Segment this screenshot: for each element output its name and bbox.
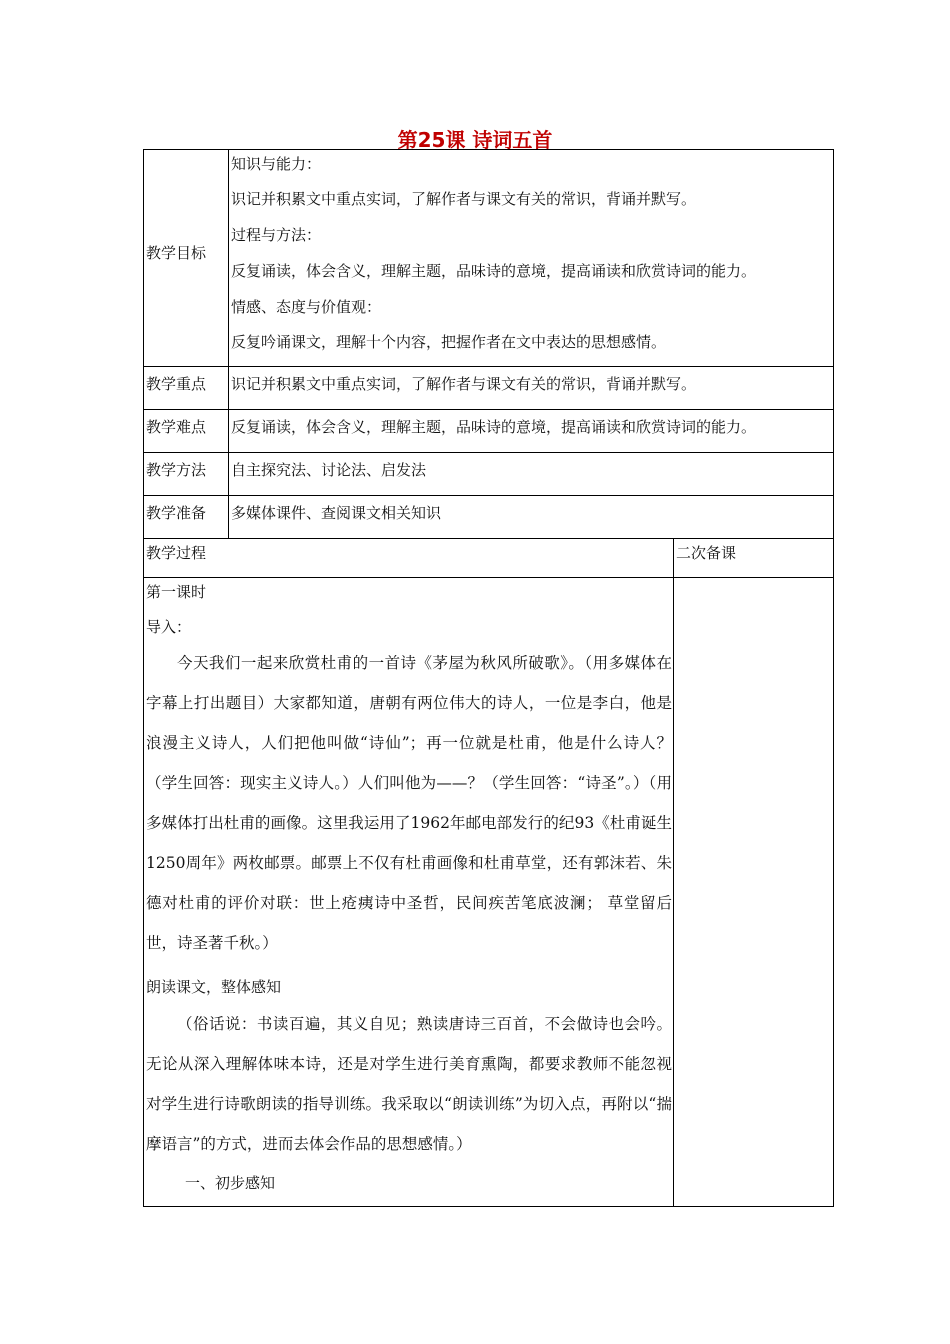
process-header: 教学过程 <box>146 544 207 562</box>
preparation-label: 教学准备 <box>146 504 207 522</box>
reading-paragraph: （俗话说：书读百遍，其义自见；熟读唐诗三百首，不会做诗也会吟。无论从深入理解体味本诗，还是对学生进行美育熏陶，都要求教师不能忽视对学生进行诗歌朗读的指导训练。我采取以“朗读训练”为切入点，再附以“揣摩语言”的方式，进而去体会作品的思想感情。） <box>146 1015 672 1153</box>
key-points-label: 教学重点 <box>146 375 207 393</box>
objective-line: 过程与方法： <box>231 226 322 244</box>
preparation-value: 多媒体课件、查阅课文相关知识 <box>231 504 442 522</box>
objective-line: 情感、态度与价值观： <box>231 298 382 316</box>
intro-paragraph: 今天我们一起来欣赏杜甫的一首诗《茅屋为秋风所破歌》。（用多媒体在字幕上打出题目）大家都知道，唐朝有两位伟大的诗人，一位是李白，他是浪漫主义诗人，人们把他叫做“诗仙”；再一位就是杜甫，他是什么诗人？（学生回答：现实主义诗人。）人们叫他为——？（学生回答：“诗圣”。）（用多媒体打出杜甫的画像。这里我运用了1962年邮电部发行的纪93《杜甫诞生1250周年》两枚邮票。邮票上不仅有杜甫画像和杜甫草堂，还有郭沫若、朱德对杜甫的评价对联：世上疮痍诗中圣哲，民间疾苦笔底波澜； 草堂留后世，诗圣著千秋。） <box>146 654 672 952</box>
difficulties-value: 反复诵读，体会含义，理解主题，品味诗的意境，提高诵读和欣赏诗词的能力。 <box>231 418 757 436</box>
objectives-label: 教学目标 <box>146 244 207 262</box>
difficulties-label: 教学难点 <box>146 418 207 436</box>
methods-label: 教学方法 <box>146 461 207 479</box>
methods-value: 自主探究法、讨论法、启发法 <box>231 461 427 479</box>
page-title: 第25课 诗词五首 <box>397 128 553 152</box>
intro-label: 导入： <box>146 618 192 636</box>
key-points-value: 识记并积累文中重点实词，了解作者与课文有关的常识，背诵并默写。 <box>231 375 697 393</box>
second-prep-header: 二次备课 <box>676 544 737 562</box>
objective-line: 反复诵读，体会含义，理解主题，品味诗的意境，提高诵读和欣赏诗词的能力。 <box>231 262 757 280</box>
objective-line: 反复吟诵课文，理解十个内容，把握作者在文中表达的思想感情。 <box>231 333 667 351</box>
objective-line: 识记并积累文中重点实词，了解作者与课文有关的常识，背诵并默写。 <box>231 190 697 208</box>
reading-label: 朗读课文，整体感知 <box>146 978 282 996</box>
lesson-label: 第一课时 <box>146 583 207 601</box>
step-one: 一、初步感知 <box>185 1174 276 1192</box>
objective-line: 知识与能力： <box>231 155 322 173</box>
